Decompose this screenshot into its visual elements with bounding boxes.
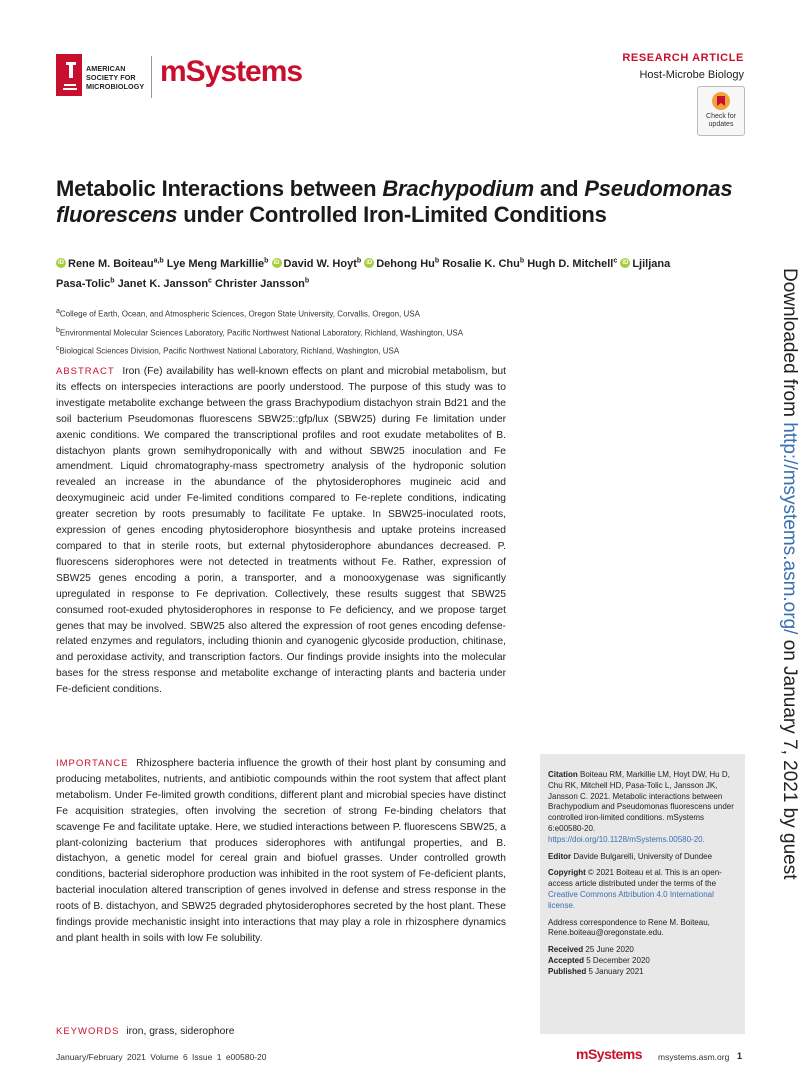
author-affiliation-marker: c (613, 257, 618, 264)
download-suffix: on January 7, 2021 by guest (779, 634, 800, 880)
logo-divider (151, 56, 152, 98)
keywords-label: KEYWORDS (56, 1026, 120, 1037)
author-affiliation-marker: b (434, 257, 440, 264)
title-part: Metabolic Interactions between (56, 176, 383, 201)
importance-text: Rhizosphere bacteria influence the growth of their host plant by consuming and producing metabolites, nutrients, and antibiotic compounds within the root system that affect plant metabolism. Under Fe-limited growth conditions, different plant and microbial species have distinct Fe acquisition strategies, often involving the secretion of strong Fe-binding chelators that scavenge Fe and facilitate uptake. Here, we studied interactions between P. fluorescens SBW25, a plant-colonizing bacterium that produces siderophores with antifungal properties, and B. distachyon, a genetic model for cereal grain and biofuel grasses. Under controlled growth conditions, bacterial siderophore production was inhibited in the root system of Fe-deficient plants, bacterial inoculation altered transcription of genes involved in defense and stress response in the roots of B. distachyon, and SBW25 degraded phytosiderophores secreted by the host plant. These findings provide mechanistic insight into interactions that may play a role in rhizosphere dynamics and plant health in soils with low Fe solubility. (56, 758, 506, 944)
article-title (56, 176, 746, 228)
article-type: RESEARCH ARTICLE (622, 52, 744, 64)
asm-line-2: SOCIETY FOR (86, 73, 136, 82)
author-name: Janet K. Jansson (117, 278, 209, 291)
author-affiliation-marker: b (304, 277, 310, 285)
published-date: Published 5 January 2021 (548, 966, 644, 976)
accepted-date: Accepted 5 December 2020 (548, 955, 650, 965)
author[interactable] (272, 258, 362, 270)
orcid-icon[interactable]: iD (366, 259, 373, 266)
title-italic: Brachypodium (382, 176, 534, 201)
check-for-updates-button[interactable] (697, 86, 745, 136)
title-part: and (533, 176, 585, 201)
author[interactable] (442, 258, 524, 270)
author-name: Ljiljana Pasa-Tolic (56, 257, 671, 291)
license-link[interactable]: Creative Commons Attribution 4.0 International license. (548, 889, 714, 910)
title-italic: Pseudomonas fluorescens (56, 176, 733, 227)
download-prefix: Downloaded from (779, 268, 800, 423)
author-name: Dehong Hu (376, 257, 435, 270)
title-part: under Controlled Iron-Limited Conditions (177, 202, 607, 227)
affiliation-item: $^b$Environmental Molecular Sciences Laboratory, Pacific Northwest National Laboratory, Richland, Washington, USA (56, 326, 464, 338)
author-name: Christer Jansson (215, 278, 305, 291)
orcid-icon[interactable]: iD (58, 259, 64, 266)
abstract (56, 364, 506, 698)
author-affiliation-marker: b (519, 257, 525, 264)
author[interactable] (118, 278, 212, 290)
orcid-icon[interactable]: iD (273, 259, 280, 266)
asm-line-1: AMERICAN (86, 64, 126, 73)
correspondence: Address correspondence to Rene M. Boiteau, Rene.boiteau@oregonstate.edu. (548, 917, 710, 938)
microscope-icon (56, 54, 82, 96)
author-name: Rene M. Boiteau (68, 257, 154, 270)
author[interactable] (56, 258, 164, 270)
abstract-text: Iron (Fe) availability has well-known effects on plant and microbial metabolism, but its effects on interspecies interactions are poorly understood. The purpose of this study was to investigate metabolite exchange between the grass Brachypodium distachyon strain Bd21 and the soil bacterium Pseudomonas fluorescens SBW25::gfp/lux (SBW25) during Fe limitation under axenic conditions. We compared the transcriptional profiles and root exudate metabolites of B. distachyon plants grown semihydroponically with and without SBW25 inoculation and Fe amendment. Liquid chromatography-mass spectrometry analysis of the hydroponic solution revealed an increase in the abundance of the phytosiderophores mugineic acid and deoxymugineic acid under Fe-limited conditions compared to Fe-replete conditions, indicating greater secretion by roots presumably to facilitate Fe uptake. In SBW25-inoculated roots, expression of genes encoding phytosiderophore biosynthesis and uptake proteins increased compared to that in sterile roots, but external phytosiderophore abundances decreased. P. fluorescens siderophores were not detected in treatments without Fe. Rather, expression of SBW25 genes encoding a porin, a transporter, and a monooxygenase was significantly upregulated in response to Fe deprivation. Collectively, these results suggest that SBW25 consumed root-exuded phytosiderophores in response to Fe deficiency, and we propose target genes that may be involved. SBW25 also altered the expression of root genes encoding defense-related enzymes and regulators, including thionin and cyanogenic glycoside production, chitinase, and peroxidase activity, and transcription factors. Our findings provide insights into the molecular bases for the stress response and metabolite exchange of interacting plants and bacteria under Fe-deficient conditions. (56, 366, 506, 696)
importance-label: IMPORTANCE (56, 758, 129, 769)
author[interactable] (167, 258, 269, 270)
author-name: Hugh D. Mitchell (527, 257, 614, 270)
author-name: David W. Hoyt (283, 257, 357, 270)
asm-line-3: MICROBIOLOGY (86, 82, 145, 91)
author-affiliation-marker: c (208, 277, 212, 285)
asm-logo (56, 54, 151, 98)
abstract-label: ABSTRACT (56, 366, 115, 377)
keywords (56, 1026, 235, 1037)
author-affiliation-marker: b (264, 257, 269, 264)
author[interactable] (527, 258, 617, 270)
author[interactable] (364, 258, 439, 270)
check-updates-label: Check for updates (706, 113, 736, 128)
subject-category: Host-Microbe Biology (639, 69, 744, 81)
affiliation-item: $^a$College of Earth, Ocean, and Atmospheric Sciences, Oregon State University, Corvallis, Oregon, USA (56, 308, 420, 319)
download-link[interactable]: http://msystems.asm.org/ (779, 422, 800, 635)
affiliations (56, 304, 616, 360)
author-name: Lye Meng Markillie (166, 257, 265, 270)
footer-logo[interactable]: mSystems (576, 1046, 643, 1062)
author-affiliation-marker: b (356, 257, 362, 264)
article-info-content (548, 770, 738, 978)
msystems-logo[interactable]: mSystems (160, 55, 303, 88)
author-affiliation-marker: b (110, 277, 115, 285)
importance (56, 756, 506, 947)
download-notice (778, 268, 800, 880)
author-list (56, 252, 686, 293)
author[interactable] (215, 278, 309, 290)
author-name: Rosalie K. Chu (442, 257, 520, 270)
bookmark-icon (712, 92, 730, 110)
editor: Editor Davide Bulgarelli, University of Dundee (548, 851, 713, 861)
keywords-text: iron, grass, siderophore (126, 1026, 235, 1037)
issue-info: January/February 2021 Volume 6 Issue 1 e00580-20 (56, 1052, 267, 1062)
orcid-icon[interactable]: iD (622, 259, 629, 266)
author-affiliation-marker: a,b (153, 257, 164, 264)
copyright: Copyright © 2021 Boiteau et al. This is an open-access article distributed under the terms of the Creative Commons Attribution 4.0 International license. (548, 868, 722, 910)
received-date: Received 25 June 2020 (548, 945, 634, 955)
citation: Citation Boiteau RM, Markillie LM, Hoyt DW, Hu D, Chu RK, Mitchell HD, Pasa-Tolic L, Jansson JK, Jansson C. 2021. Metabolic interactions between Brachypodium and Pseudomonas fluorescens under controlled iron-limited conditions. mSystems 6:e00580-20. https://doi.org/10.1128/mSystems.00580-20. (548, 770, 734, 844)
affiliation-item: $^c$Biological Sciences Division, Pacific Northwest National Laboratory, Richland, Washington, USA (56, 345, 400, 356)
journal-site-link[interactable]: msystems.asm.org (658, 1052, 730, 1062)
page-number: 1 (737, 1051, 743, 1061)
doi-link[interactable]: https://doi.org/10.1128/mSystems.00580-20. (548, 834, 705, 844)
